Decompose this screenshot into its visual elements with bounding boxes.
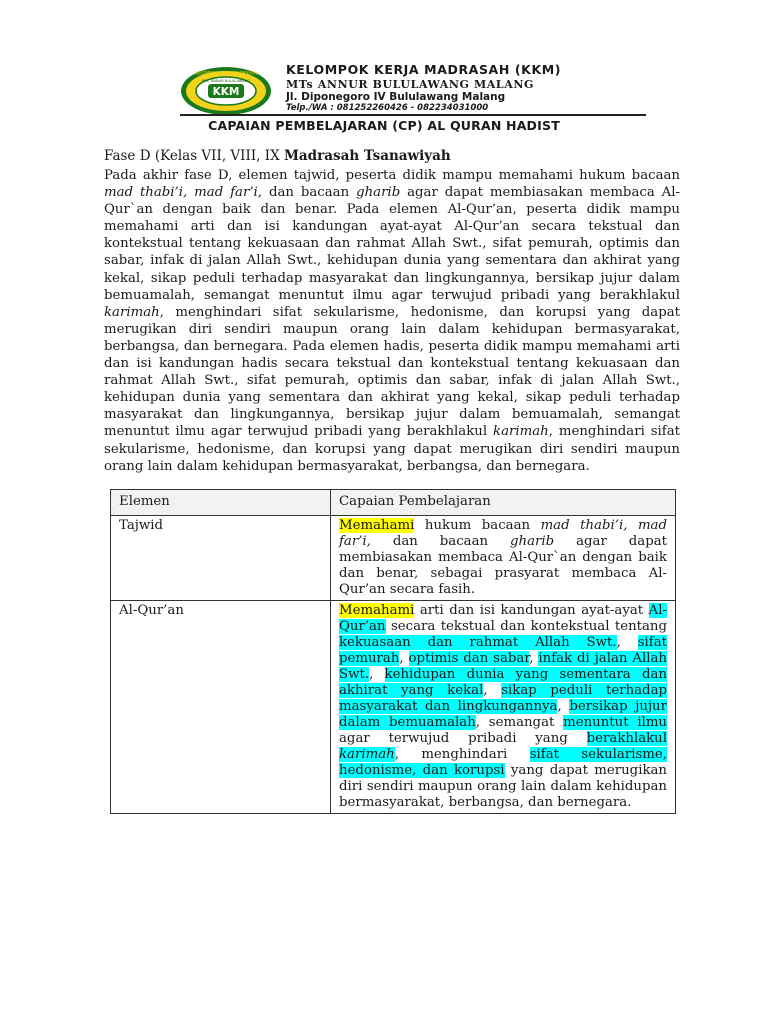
highlighted-text: sifat sekularisme, hedonisme, dan korupsi — [339, 747, 667, 778]
text-run: , — [483, 683, 502, 698]
highlighted-text: kekuasaan dan rahmat Allah Swt. — [339, 635, 617, 650]
text-run: , menghindari sifat sekularisme, hedonisme, dan korupsi yang dapat merugikan diri sendiri maupun orang lain dalam kehidupan bermasyarakat, berbangsa, dan bernegara. — [104, 424, 680, 474]
text-run: , — [369, 667, 385, 682]
text-run: agar terwujud pribadi yang — [339, 731, 587, 746]
table-header-row — [111, 490, 676, 516]
elemen-cell: Tajwid — [111, 516, 331, 601]
text-run: , dan bacaan — [257, 185, 357, 201]
text-run: , — [557, 699, 570, 714]
highlighted-text: optimis dan sabar — [408, 651, 530, 666]
table-row — [111, 601, 676, 814]
text-run: agar dapat membiasakan membaca Al-Qur`an dengan baik dan benar. Pada elemen Al-Qur’an, peserta didik mampu memahami arti dan isi kandungan ayat-ayat Al-Qur’an secara tekstual dan kontekstual tentang kekuasaan dan rahmat Allah Swt., sifat pemurah, optimis dan sabar, infak di jalan Allah Swt., kehidupan dunia yang sementara dan akhirat yang kekal, sikap peduli terhadap masyarakat dan lingkungannya, bersikap jujur dalam bemuamalah, semangat menuntut ilmu agar terwujud pribadi yang berakhlakul — [104, 185, 681, 303]
text-run: gharib — [356, 185, 401, 201]
text-run: , — [529, 651, 539, 666]
highlighted-text: Memahami — [339, 518, 415, 533]
highlighted-text: kehidupan dunia yang sementara dan akhirat yang kekal — [339, 667, 667, 698]
text-run: hukum bacaan — [414, 518, 541, 533]
logo-center-text: KKM — [212, 86, 240, 98]
highlighted-text: sikap peduli terhadap masyarakat dan lingkungannya — [339, 683, 668, 714]
column-header-capaian: Capaian Pembelajaran — [331, 490, 676, 516]
text-run: gharib — [510, 534, 555, 549]
fase-madrasah: Madrasah Tsanawiyah — [283, 148, 451, 164]
text-run: , menghindari — [394, 747, 530, 762]
capaian-cell — [331, 601, 676, 814]
text-run: , — [616, 635, 638, 650]
text-run: , menghindari sifat sekularisme, hedonisme, dan korupsi yang dapat merugikan diri sendiri maupun orang lain dalam kehidupan bermasyarakat, berbangsa, dan bernegara. Pada elemen hadis, peserta didik mampu memahami arti dan isi kandungan hadis secara tekstual dan kontekstual tentang kekuasaan dan rahmat Allah Swt., sifat pemurah, optimis dan sabar, infak di jalan Allah Swt., kehidupan dunia yang sementara dan akhirat yang kekal, sikap peduli terhadap masyarakat dan lingkungannya, bersikap jujur dalam bemuamalah, semangat menuntut ilmu agar terwujud pribadi yang berakhlakul — [104, 304, 680, 440]
highlighted-text: berakhlakul — [586, 731, 667, 746]
text-run: mad thabi’i, mad far’i — [104, 185, 258, 201]
school-address: Jl. Diponegoro IV Bululawang Malang — [286, 91, 506, 103]
logo-inner-text: MTs. ANNUR BULULAWANG — [201, 79, 251, 83]
text-run: Pada akhir fase D, elemen tajwid, peserta didik mampu memahami hukum bacaan — [104, 168, 680, 183]
school-name: MTs ANNUR BULULAWANG MALANG — [286, 78, 535, 91]
highlighted-text: menuntut ilmu — [563, 715, 667, 730]
kkm-logo — [180, 66, 272, 116]
highlighted-text: bersikap jujur dalam bemuamalah — [339, 699, 667, 730]
text-run: secara tekstual dan kontekstual tentang — [385, 619, 667, 634]
text-run: karimah — [493, 424, 549, 440]
text-run: , semangat — [475, 715, 564, 730]
capaian-cell — [331, 516, 676, 601]
highlighted-text: infak di jalan Allah Swt. — [339, 651, 667, 682]
highlighted-text: Memahami — [339, 603, 415, 618]
highlighted-text: karimah — [339, 747, 395, 762]
text-run: yang dapat merugikan diri sendiri maupun orang lain dalam kehidupan bermasyarakat, berbangsa, dan bernegara. — [339, 763, 667, 810]
fase-label: Fase D — [104, 148, 151, 164]
letterhead-text — [286, 62, 561, 113]
text-run: karimah — [104, 304, 160, 320]
text-run: arti dan isi kandungan ayat-ayat — [414, 603, 649, 618]
letterhead-divider — [180, 114, 646, 116]
letterhead — [180, 62, 620, 114]
text-run: , — [399, 651, 409, 666]
table-row — [111, 516, 676, 601]
logo-ring-text: KELOMPOK KERJA MADRASAH — [194, 70, 258, 76]
cp-paragraph — [104, 167, 680, 475]
highlighted-text: Al-Qur’an — [339, 603, 667, 634]
fase-classes: (Kelas VII, VIII, IX — [154, 148, 280, 164]
highlighted-text: sifat pemurah — [339, 635, 667, 666]
column-header-elemen: Elemen — [111, 490, 331, 516]
text-run: mad thabi’i, mad far’i, — [339, 518, 668, 549]
document-title: CAPAIAN PEMBELAJARAN (CP) AL QURAN HADIST — [208, 118, 560, 133]
text-run: dan bacaan — [370, 534, 511, 549]
school-phone: Telp./WA : 081252260426 - 082234031000 — [286, 103, 489, 113]
cp-table — [110, 489, 676, 814]
elemen-cell: Al-Qur’an — [111, 601, 331, 814]
fase-heading — [104, 148, 451, 164]
kkm-title: KELOMPOK KERJA MADRASAH (KKM) — [286, 62, 562, 77]
text-run: agar dapat membiasakan membaca Al-Qur`an dengan baik dan benar, sebagai prasyarat membaca Al-Qur’an secara fasih. — [339, 534, 667, 597]
